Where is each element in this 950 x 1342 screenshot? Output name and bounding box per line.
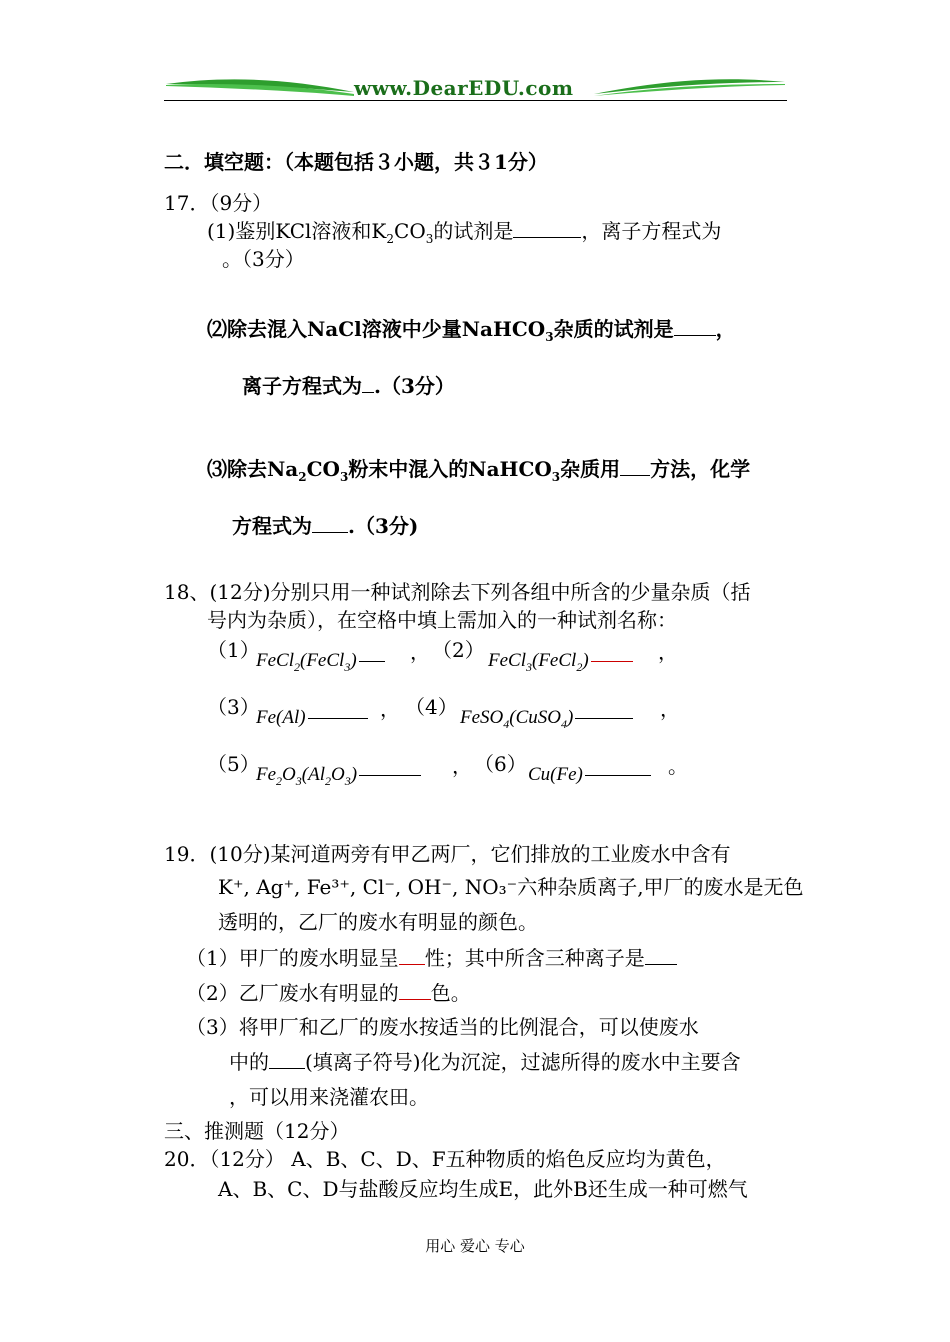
q18-item-2-formula: FeCl$_3$(FeCl$_2$) xyxy=(488,650,633,672)
q19-sub3-text-b: 中的 xyxy=(229,1050,269,1074)
q17-p1-text-d: ，离子方程式为 xyxy=(581,219,722,243)
q17-p2-text-c: ， xyxy=(715,317,736,341)
q17-p1-text-b: CO xyxy=(394,219,426,243)
q17-p2-blank-equation[interactable] xyxy=(362,374,374,393)
q17-part2-line1: ⑵除去混入NaCl溶液中少量NaHCO$_3$杂质的试剂是 ， xyxy=(207,317,736,344)
q18-item-5-blank[interactable] xyxy=(359,775,421,776)
q18-item-1-blank[interactable] xyxy=(359,661,385,662)
q18-item-6-formula: Cu(Fe) xyxy=(528,764,651,786)
q18-item-1-formula: FeCl$_2$(FeCl$_3$) xyxy=(256,650,385,672)
q18-item-4-formula: FeSO$_4$(CuSO$_4$) xyxy=(460,707,633,729)
header-rule xyxy=(164,100,787,101)
q17-p2-blank-reagent[interactable] xyxy=(674,317,716,336)
q17-part1-line2: 。（3分） xyxy=(222,247,305,271)
q17-p1-text-a: (1)鉴别KCl溶液和K xyxy=(207,219,387,243)
q18-item-2-label: （2） xyxy=(432,638,485,662)
q19-sub3-line3: ，可以用来浇灌农田。 xyxy=(229,1085,429,1109)
q17-p3-text-b: CO xyxy=(306,457,340,481)
q18-line2: 号内为杂质），在空格中填上需加入的一种试剂名称： xyxy=(207,608,677,632)
q17-part3-line2 xyxy=(232,514,418,538)
q17-number: 17．（9分） xyxy=(164,191,273,215)
q17-p2-text-b: 杂质的试剂是 xyxy=(553,317,674,341)
page-footer: 用心 爱心 专心 xyxy=(425,1237,525,1255)
q18-line1: 18、(12分)分别只用一种试剂除去下列各组中所含的少量杂质（括 xyxy=(164,580,751,604)
q18-item-6-label: （6） xyxy=(474,752,527,776)
q17-p3-text-e: 方法，化学 xyxy=(650,457,751,481)
q17-p3-text-f: 方程式为 xyxy=(232,514,312,538)
q19-ions-rest: 六种杂质离子,甲厂的废水是无色 xyxy=(517,875,804,899)
q19-sub3-line1: （3）将甲厂和乙厂的废水按适当的比例混合，可以使废水 xyxy=(186,1015,699,1039)
section-3-title: 三、推测题（12分） xyxy=(164,1119,350,1143)
q20-line1: 20．（12分） A、B、C、D、F五种物质的焰色反应均为黄色， xyxy=(164,1147,726,1171)
q19-sub2-text-a: （2）乙厂废水有明显的 xyxy=(186,981,399,1005)
q18-item-5-formula: $Fe_2O_3(Al_2O_3)$ xyxy=(256,764,421,786)
q17-p3-text-d: 杂质用 xyxy=(560,457,621,481)
q18-item-3-blank[interactable] xyxy=(308,718,368,719)
q19-sub2 xyxy=(186,981,471,1005)
q18-item-3-label: （3） xyxy=(207,695,260,719)
q19-sub2-blank-color[interactable] xyxy=(399,981,431,1000)
q18-item-2-blank[interactable] xyxy=(591,661,633,662)
q19-sub3-blank-ions[interactable] xyxy=(269,1050,305,1069)
q19-line2 xyxy=(218,875,804,899)
q17-p1-text-c: 的试剂是 xyxy=(433,219,514,243)
q17-p3-text-a: ⑶除去Na xyxy=(207,457,299,481)
q17-p3-blank-method[interactable] xyxy=(620,457,650,476)
q20-line2: A、B、C、D与盐酸反应均生成E，此外B还生成一种可燃气 xyxy=(218,1177,748,1201)
q19-sub1-blank-ions[interactable] xyxy=(645,946,677,965)
q19-sub1-blank-acidity[interactable] xyxy=(399,946,425,965)
q17-p3-text-c: 粉末中混入的NaHCO xyxy=(348,457,552,481)
q19-sub3-text-c: (填离子符号)化为沉淀，过滤所得的废水中主要含 xyxy=(305,1050,741,1074)
section-2-title: 二．填空题：（本题包括３小题，共３1分） xyxy=(164,150,548,174)
q17-part1-line1: (1)鉴别KCl溶液和$K_2CO_3$的试剂是 ，离子方程式为 xyxy=(207,219,722,246)
header-logo xyxy=(164,72,787,102)
q19-sub1-text-a: （1）甲厂的废水明显呈 xyxy=(186,946,399,970)
q18-item-1-label: （1） xyxy=(207,638,260,662)
q18-item-5-label: （5） xyxy=(207,752,260,776)
q17-p2-text-d: 离子方程式为 xyxy=(242,374,362,398)
q17-p2-text-a: ⑵除去混入NaCl溶液中少量NaHCO xyxy=(207,317,546,341)
q18-item-1-comma: ， xyxy=(410,640,430,664)
q17-part3-line1: ⑶除去$Na_2CO_3$粉末中混入的NaHCO$_3$杂质用 方法，化学 xyxy=(207,457,751,484)
q18-item-5-comma: ， xyxy=(452,754,472,778)
q17-p1-blank-reagent[interactable] xyxy=(513,219,581,238)
q19-line3: 透明的，乙厂的废水有明显的颜色。 xyxy=(218,910,538,934)
q18-item-3-formula: Fe(Al) xyxy=(256,707,368,729)
q19-sub2-text-b: 色。 xyxy=(430,981,471,1005)
q19-ions: K⁺, Ag⁺, Fe³⁺, Cl⁻, OH⁻, NO₃⁻ xyxy=(218,875,518,899)
q19-sub3-line2 xyxy=(229,1050,741,1074)
q18-item-4-comma: ， xyxy=(660,697,680,721)
q18-item-2-comma: ， xyxy=(658,640,678,664)
q18-item-6-blank[interactable] xyxy=(585,775,651,776)
q19-sub1-text-b: 性；其中所含三种离子是 xyxy=(424,946,645,970)
q17-p3-text-g: .（3分) xyxy=(348,514,419,538)
q17-part2-line2 xyxy=(242,374,455,398)
q19-line1: 19．(10分)某河道两旁有甲乙两厂，它们排放的工业废水中含有 xyxy=(164,842,731,866)
logo-text: www.DearEDU.com xyxy=(354,76,574,100)
q19-sub1 xyxy=(186,946,677,970)
q18-item-4-blank[interactable] xyxy=(575,718,633,719)
q18-item-6-end: 。 xyxy=(668,754,688,778)
q18-item-4-label: （4） xyxy=(405,695,458,719)
q17-p3-blank-equation[interactable] xyxy=(312,514,348,533)
q18-item-3-comma: ， xyxy=(380,697,400,721)
q17-p2-text-e: .（3分） xyxy=(374,374,455,398)
